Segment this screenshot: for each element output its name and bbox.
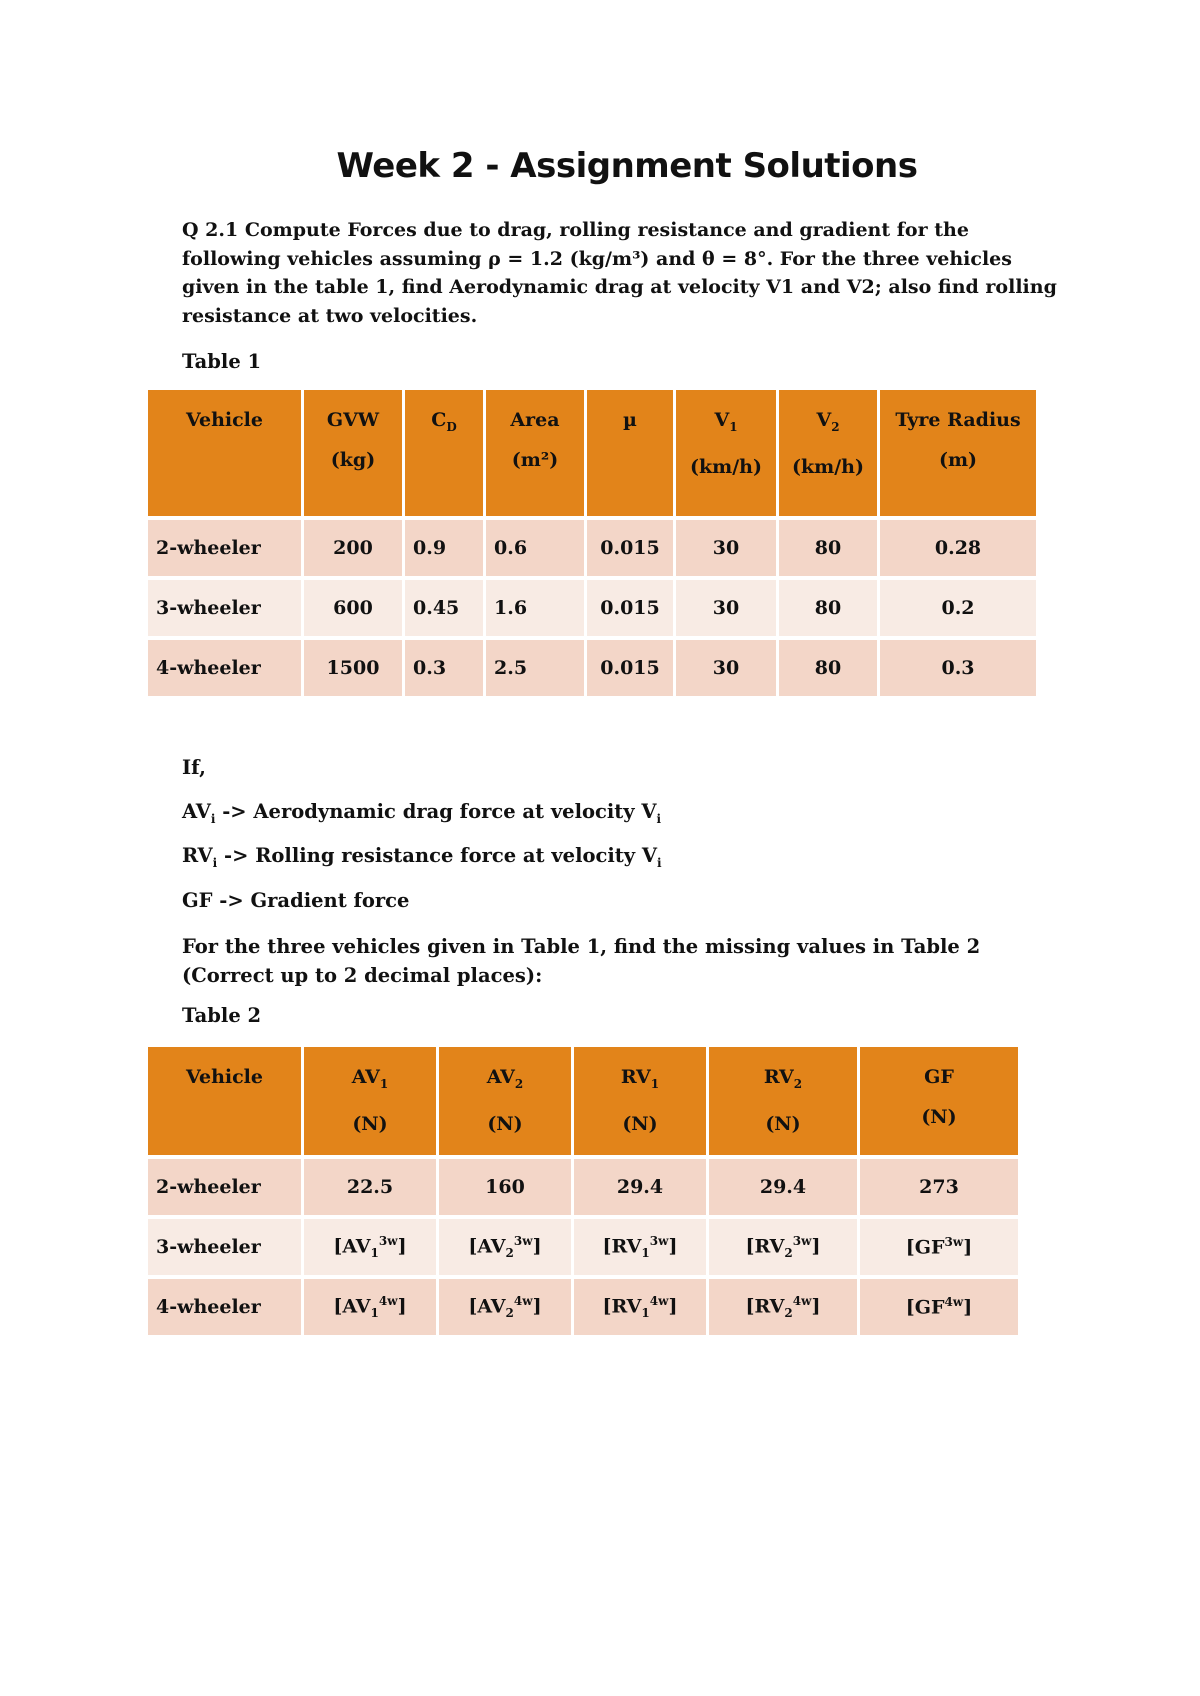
table-cell: 30	[676, 580, 776, 636]
cell-subscript: 2	[505, 1306, 514, 1321]
table-cell: $[GF^{3w}]$	[860, 1219, 1018, 1275]
vehicle-name-cell: 4-wheeler	[148, 1279, 301, 1335]
table-header-cell	[709, 1047, 857, 1155]
header-unit: (N)	[921, 1106, 957, 1128]
table-cell: $[RV_2^{3w}]$	[709, 1219, 857, 1275]
table-cell: 600	[304, 580, 402, 636]
cell-superscript: 3w	[792, 1233, 812, 1248]
cell-superscript: 4w	[649, 1293, 669, 1308]
header-unit: (m)	[938, 449, 978, 471]
header-label: $AV_2$	[486, 1066, 524, 1091]
table-cell: 0.45	[405, 580, 483, 636]
cell-superscript: 4w	[792, 1293, 812, 1308]
header-subscript: 2	[831, 419, 840, 434]
table-header-cell	[574, 1047, 706, 1155]
table-header-cell	[860, 1047, 1018, 1155]
table-cell: 0.2	[880, 580, 1036, 636]
table-cell: 30	[676, 640, 776, 696]
header-unit: (N)	[765, 1112, 801, 1135]
header-label: Area	[510, 409, 560, 431]
table2-header-row	[148, 1047, 1018, 1155]
table-cell: 1500	[304, 640, 402, 696]
table-header-cell	[439, 1047, 571, 1155]
table-header-cell	[148, 390, 301, 516]
table-header-cell	[405, 390, 483, 516]
header-unit: (km/h)	[791, 455, 864, 478]
cell-superscript: 3w	[513, 1233, 533, 1248]
header-subscript: 1	[650, 1076, 660, 1091]
table-cell: 160	[439, 1159, 571, 1215]
cell-subscript: 2	[505, 1246, 514, 1261]
cell-subscript: 1	[370, 1246, 379, 1261]
header-label: $RV_2$	[763, 1066, 803, 1091]
header-unit: (m²)	[511, 449, 559, 471]
table-row	[148, 640, 1036, 696]
table-cell: 22.5	[304, 1159, 436, 1215]
header-label: µ	[623, 409, 637, 431]
cell-subscript: 1	[641, 1306, 650, 1321]
table-cell: 1.6	[486, 580, 584, 636]
cell-superscript: 3w	[944, 1235, 964, 1250]
page-title: Week 2 - Assignment Solutions	[336, 146, 918, 186]
header-unit: (N)	[622, 1112, 658, 1135]
table-cell: 80	[779, 520, 877, 576]
table-row	[148, 1159, 1018, 1215]
table-cell: 80	[779, 580, 877, 636]
table-cell: $[RV_1^{3w}]$	[574, 1219, 706, 1275]
cell-superscript: 4w	[513, 1293, 533, 1308]
header-unit: (N)	[487, 1112, 523, 1135]
table-cell: 273	[860, 1159, 1018, 1215]
cell-superscript: 3w	[649, 1233, 669, 1248]
header-unit: (km/h)	[689, 455, 762, 478]
vehicle-name-cell: 3-wheeler	[148, 580, 301, 636]
header-unit: (kg)	[330, 449, 376, 471]
vehicle-name-cell: 2-wheeler	[148, 1159, 301, 1215]
table-cell: $[AV_2^{3w}]$	[439, 1219, 571, 1275]
vehicle-parameters-table	[145, 386, 1039, 700]
av-definition: $AV_i$ -> Aerodynamic drag force at velocity $V_i$	[182, 800, 662, 826]
table-header-cell	[304, 1047, 436, 1155]
table-header-cell	[676, 390, 776, 516]
table-cell: $[RV_1^{4w}]$	[574, 1279, 706, 1335]
table1-header-row	[148, 390, 1036, 516]
table-cell: 30	[676, 520, 776, 576]
table1-label: Table 1	[182, 350, 262, 373]
table-cell: 0.3	[405, 640, 483, 696]
cell-superscript: 3w	[378, 1233, 398, 1248]
header-label: $V_2$	[816, 409, 840, 434]
header-label: $AV_1$	[351, 1066, 389, 1091]
header-label: $V_1$	[714, 409, 738, 434]
table-row	[148, 1279, 1018, 1335]
table-cell: 0.28	[880, 520, 1036, 576]
table-row	[148, 580, 1036, 636]
header-subscript: 2	[514, 1076, 524, 1091]
header-label: $RV_1$	[620, 1066, 660, 1091]
header-label: Tyre Radius	[895, 409, 1021, 431]
instruction-text: For the three vehicles given in Table 1, find the missing values in Table 2 (Correct up to 2 decimal places):	[182, 935, 981, 987]
header-label: GF	[924, 1066, 954, 1088]
gf-definition: GF -> Gradient force	[182, 889, 410, 912]
vehicle-name-cell: 2-wheeler	[148, 520, 301, 576]
table-row	[148, 1219, 1018, 1275]
table-cell: 0.9	[405, 520, 483, 576]
table-cell: 29.4	[709, 1159, 857, 1215]
cell-subscript: 2	[784, 1306, 793, 1321]
table-cell: 200	[304, 520, 402, 576]
table-cell: 0.015	[587, 580, 673, 636]
cell-superscript: 4w	[378, 1293, 398, 1308]
table-cell: 0.3	[880, 640, 1036, 696]
table-header-cell	[486, 390, 584, 516]
table-cell: $[AV_1^{4w}]$	[304, 1279, 436, 1335]
table-cell: 80	[779, 640, 877, 696]
table-cell: 29.4	[574, 1159, 706, 1215]
if-label: If,	[182, 756, 206, 779]
table-header-cell	[587, 390, 673, 516]
table-header-cell	[880, 390, 1036, 516]
cell-subscript: 1	[641, 1246, 650, 1261]
cell-subscript: 2	[784, 1246, 793, 1261]
table-cell: $[GF^{4w}]$	[860, 1279, 1018, 1335]
table-cell: $[AV_1^{3w}]$	[304, 1219, 436, 1275]
cell-subscript: 1	[370, 1306, 379, 1321]
header-label: Vehicle	[186, 409, 263, 431]
table-cell: $[AV_2^{4w}]$	[439, 1279, 571, 1335]
header-label: $C_D$	[431, 409, 457, 434]
table-row	[148, 520, 1036, 576]
table-cell: $[RV_2^{4w}]$	[709, 1279, 857, 1335]
table-cell: 0.015	[587, 640, 673, 696]
table-header-cell	[779, 390, 877, 516]
vehicle-name-cell: 3-wheeler	[148, 1219, 301, 1275]
vehicle-name-cell: 4-wheeler	[148, 640, 301, 696]
header-unit: (N)	[352, 1112, 388, 1135]
question-text: Q 2.1 Compute Forces due to drag, rolling resistance and gradient for the following vehicles assuming ρ = 1.2 (kg/m³) and θ = 8°. For the three vehicles given in the table 1, find Aerodynamic drag at velocity V1 and V2; also find rolling resistance at two velocities.	[182, 219, 1057, 327]
rv-definition: $RV_i$ -> Rolling resistance force at velocity $V_i$	[182, 844, 662, 870]
table-cell: 2.5	[486, 640, 584, 696]
table-cell: 0.6	[486, 520, 584, 576]
header-label: Vehicle	[186, 1066, 263, 1088]
header-label: GVW	[326, 409, 380, 431]
forces-table	[145, 1043, 1021, 1339]
table2-label: Table 2	[182, 1004, 262, 1027]
table-header-cell	[148, 1047, 301, 1155]
header-subscript: D	[446, 419, 457, 434]
header-subscript: 1	[729, 419, 738, 434]
header-subscript: 1	[379, 1076, 389, 1091]
table-cell: 0.015	[587, 520, 673, 576]
cell-superscript: 4w	[944, 1295, 964, 1310]
header-subscript: 2	[793, 1076, 803, 1091]
table-header-cell	[304, 390, 402, 516]
